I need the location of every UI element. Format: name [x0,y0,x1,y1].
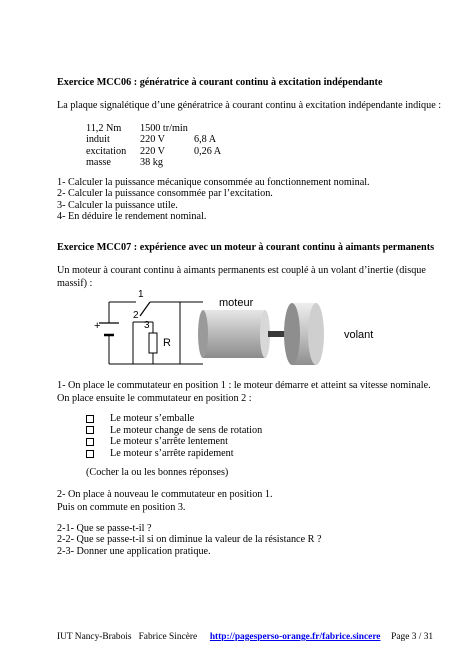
checkbox-icon[interactable] [86,450,94,458]
plus-terminal-label: + [94,320,101,332]
answer-choices [86,413,262,459]
footer-link[interactable]: http://pagesperso-orange.fr/fabrice.sincere [209,632,381,642]
spec-row: excitation 220 V 0,26 A [86,145,222,157]
page-footer [57,632,433,642]
flywheel-icon [284,303,324,365]
footer-author: IUT Nancy-Brabois Fabrice Sincère [57,632,198,642]
spec-row: induit 220 V 6,8 A [86,134,217,146]
mcc07-question-1: 1- On place le commutateur en position 1 : le moteur démarre et atteint sa vitesse nominale. On place ensuite le commutateur en position 2 : [57,380,431,404]
switch-position-1-label: 1 [138,289,144,300]
resistor-icon [149,333,157,353]
choice-item[interactable]: Le moteur s’emballe [86,413,262,425]
mcc07-question-2: 2- On place à nouveau le commutateur en position 1. Puis on commute en position 3. [57,489,273,513]
mcc07-title: Exercice MCC07 : expérience avec un moteur à courant continu à aimants permanents [57,242,435,253]
mcc06-title: Exercice MCC06 : génératrice à courant continu à excitation indépendante [57,77,383,88]
choice-item[interactable]: Le moteur change de sens de rotation [86,425,262,437]
motor-icon [198,310,270,358]
switch-position-3-label: 3 [144,320,150,331]
switch-blade [140,302,150,316]
mcc07-intro: Un moteur à courant continu à aimants permanents est couplé à un volant d’inertie (disque massif) : [57,265,426,289]
choice-item[interactable]: Le moteur s’arrête rapidement [86,448,262,460]
subquestion: 2-3- Donner une application pratique. [57,545,211,557]
mcc07-subquestions [57,523,322,557]
battery-icon [99,323,119,335]
resistor-label: R [163,337,171,349]
footer-page-number: Page 3 / 31 [391,632,434,642]
motor-label: moteur [219,297,254,309]
question: 2- Calculer la puissance consommée par l’excitation. [57,188,273,200]
spec-row: 11,2 Nm 1500 tr/min [86,123,188,134]
checkbox-icon[interactable] [86,438,94,446]
question: 4- En déduire le rendement nominal. [57,210,207,222]
choice-item[interactable]: Le moteur s’arrête lentement [86,436,262,448]
checkbox-icon[interactable] [86,426,94,434]
spec-row: masse 38 kg [86,157,163,169]
question: 1- Calculer la puissance mécanique consommée au fonctionnement nominal. [57,177,370,188]
subquestion: 2-1- Que se passe-t-il ? [57,523,152,534]
subquestion: 2-2- Que se passe-t-il si on diminue la valeur de la résistance R ? [57,534,322,546]
choices-note: (Cocher la ou les bonnes réponses) [86,467,229,478]
flywheel-label: volant [344,329,374,341]
checkbox-icon[interactable] [86,415,94,423]
mcc06-intro: La plaque signalétique d’une génératrice à courant continu à excitation indépendante indique : [57,100,442,111]
switch-position-2-label: 2 [133,310,139,321]
question: 3- Calculer la puissance utile. [57,199,178,211]
